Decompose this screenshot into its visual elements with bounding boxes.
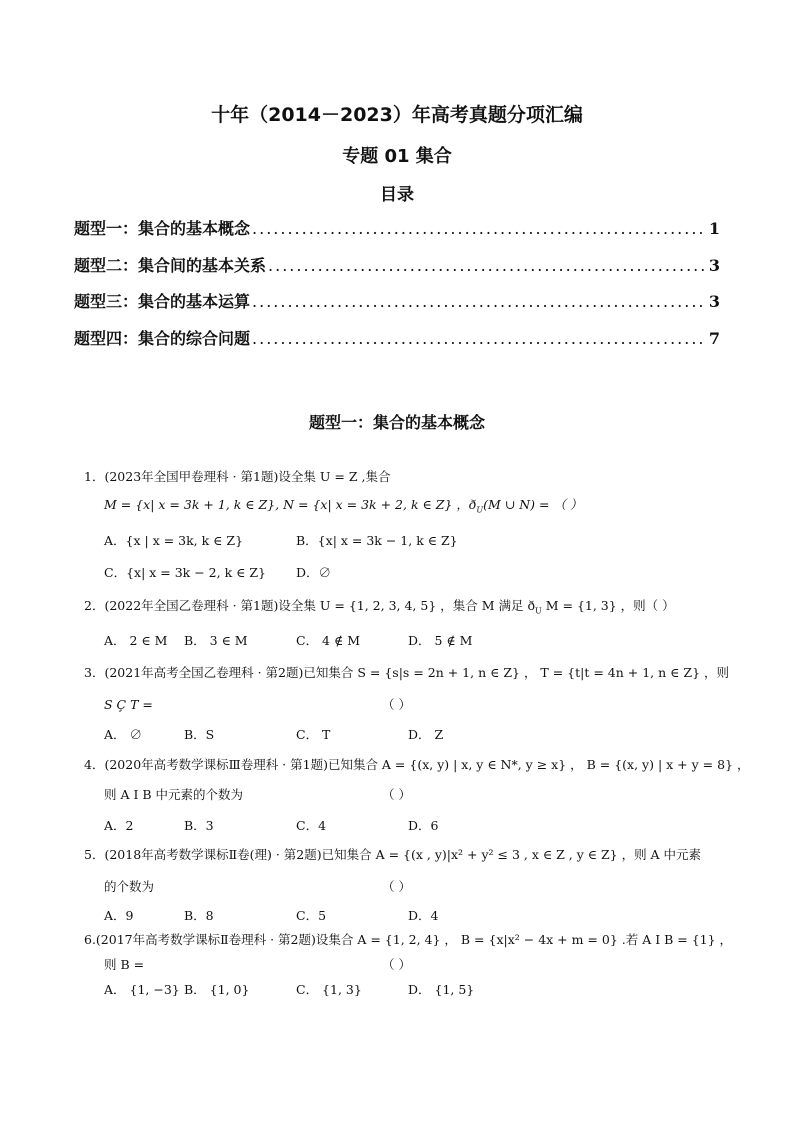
- toc-item[interactable]: [74, 326, 720, 350]
- q5-option-d: D．4: [408, 908, 439, 923]
- toc-item-label: 题型二：集合间的基本关系: [74, 256, 267, 275]
- toc-item-label: 题型三：集合的基本运算: [74, 292, 251, 311]
- q1-line2b-text: (M ∪ N) = （ ）: [483, 497, 583, 512]
- q2-option-c: C． 4 ∉ M: [296, 633, 360, 648]
- q4-option-a: A．2: [104, 818, 134, 833]
- q4-answer-paren: （ ）: [382, 787, 411, 802]
- q3-stem: 3．(2021年高考全国乙卷理科 · 第2题)已知集合 S = {s|s = 2n + 1, n ∈ Z} ， T = {t|t = 4n + 1, n ∈ Z} ，则: [84, 665, 729, 680]
- toc-leader-dots: [252, 219, 707, 238]
- q3-option-d: D． Z: [408, 727, 444, 742]
- toc-heading: 目录: [380, 185, 414, 205]
- toc-item-page: 3: [708, 292, 720, 311]
- q5-answer-paren: （ ）: [382, 879, 411, 894]
- q5-option-c: C．5: [296, 908, 327, 923]
- q1-line2-text: M = {x| x = 3k + 1, k ∈ Z}, N = {x| x = 3k + 2, k ∈ Z} ，ð: [104, 497, 477, 512]
- q3-line2: S Ç T =: [104, 697, 153, 712]
- q2-option-b: B． 3 ∈ M: [184, 633, 248, 648]
- q5-option-b: B．8: [184, 908, 214, 923]
- q4-option-b: B．3: [184, 818, 214, 833]
- q3-option-a: A． ∅: [104, 727, 143, 742]
- toc-item[interactable]: [74, 216, 720, 240]
- q1-option-a: A．{x | x = 3k, k ∈ Z}: [104, 533, 244, 548]
- q6-line2: 则 B =: [104, 957, 145, 972]
- toc-leader-dots: [268, 256, 707, 275]
- q2-option-d: D． 5 ∉ M: [408, 633, 473, 648]
- toc-item[interactable]: [74, 253, 720, 277]
- toc-item-label: 题型一：集合的基本概念: [74, 219, 251, 238]
- q4-line2: 则 A I B 中元素的个数为: [104, 787, 244, 802]
- q6-option-c: C． {1, 3}: [296, 982, 362, 997]
- q3-option-b: B．S: [184, 727, 215, 742]
- q4-option-c: C．4: [296, 818, 327, 833]
- q1-line2: [104, 497, 582, 519]
- q3-option-c: C． T: [296, 727, 331, 742]
- q2-complement-sub: U: [535, 606, 542, 616]
- q6-option-d: D． {1, 5}: [408, 982, 475, 997]
- q2-stem-b: M = {1, 3} ，则（ ）: [541, 598, 675, 613]
- q1-complement-sub: U: [476, 505, 484, 515]
- q5-stem: 5．(2018年高考数学课标Ⅱ卷(理) · 第2题)已知集合 A = {(x , y)|x² + y² ≤ 3 , x ∈ Z , y ∈ Z} ，则 A 中元素: [84, 847, 702, 862]
- toc-leader-dots: [252, 329, 707, 348]
- q4-option-d: D．6: [408, 818, 439, 833]
- toc-item-page: 7: [708, 329, 720, 348]
- toc-item[interactable]: [74, 289, 720, 313]
- toc-leader-dots: [252, 292, 707, 311]
- q6-option-a: A． {1, −3}: [104, 982, 180, 997]
- q2-stem: [84, 598, 675, 620]
- toc-item-page: 3: [708, 256, 720, 275]
- q1-option-c: C．{x| x = 3k − 2, k ∈ Z}: [104, 565, 266, 580]
- q4-stem: 4．(2020年高考数学课标Ⅲ卷理科 · 第1题)已知集合 A = {(x, y) | x, y ∈ N*, y ≥ x} ， B = {(x, y) | x + y = 8} ，: [84, 757, 750, 772]
- q5-line2: 的个数为: [104, 879, 155, 894]
- toc-item-label: 题型四：集合的综合问题: [74, 329, 251, 348]
- q1-option-b: B．{x| x = 3k − 1, k ∈ Z}: [296, 533, 458, 548]
- q6-option-b: B． {1, 0}: [184, 982, 250, 997]
- q2-stem-text: 2．(2022年全国乙卷理科 · 第1题)设全集 U = {1, 2, 3, 4, 5} ，集合 M 满足 ð: [84, 598, 535, 613]
- q6-stem: 6.(2017年高考数学课标Ⅱ卷理科 · 第2题)设集合 A = {1, 2, 4} ， B = {x|x² − 4x + m = 0} .若 A I B = {1} ，: [84, 932, 733, 947]
- section-title: 题型一：集合的基本概念: [308, 413, 485, 432]
- q1-stem: 1．(2023年全国甲卷理科 · 第1题)设全集 U = Z ,集合: [84, 469, 391, 484]
- q1-option-d: D．∅: [296, 565, 332, 580]
- q3-answer-paren: （ ）: [382, 697, 411, 712]
- q2-option-a: A． 2 ∈ M: [104, 633, 168, 648]
- q5-option-a: A．9: [104, 908, 134, 923]
- document-subtitle: 专题 01 集合: [342, 146, 452, 167]
- q6-answer-paren: （ ）: [382, 957, 411, 972]
- document-title: 十年（2014－2023）年高考真题分项汇编: [211, 104, 583, 126]
- toc-item-page: 1: [708, 219, 720, 238]
